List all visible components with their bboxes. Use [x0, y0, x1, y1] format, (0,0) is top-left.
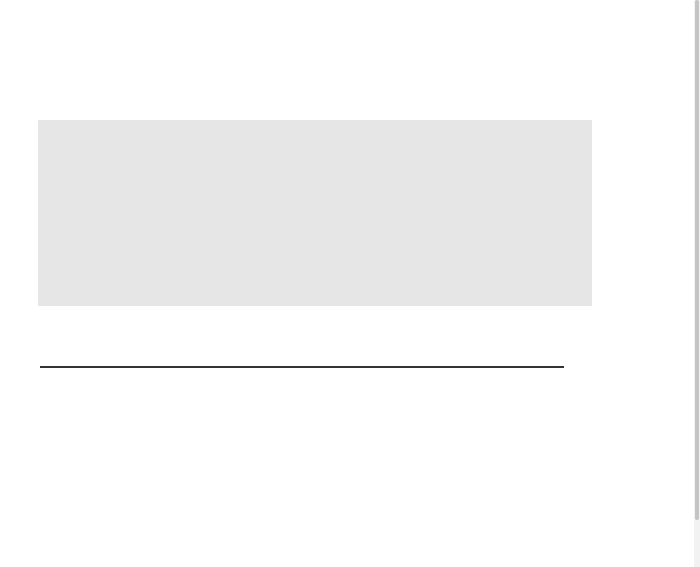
- right-account-names: [350, 367, 564, 368]
- left-account-numbers: [41, 367, 89, 368]
- events-highlight: [38, 120, 592, 306]
- vertical-scrollbar[interactable]: [694, 0, 700, 567]
- right-account-numbers: [303, 367, 350, 368]
- chart-of-accounts-table: [40, 366, 564, 368]
- left-account-names: [89, 367, 303, 368]
- scrollbar-thumb[interactable]: [695, 0, 699, 520]
